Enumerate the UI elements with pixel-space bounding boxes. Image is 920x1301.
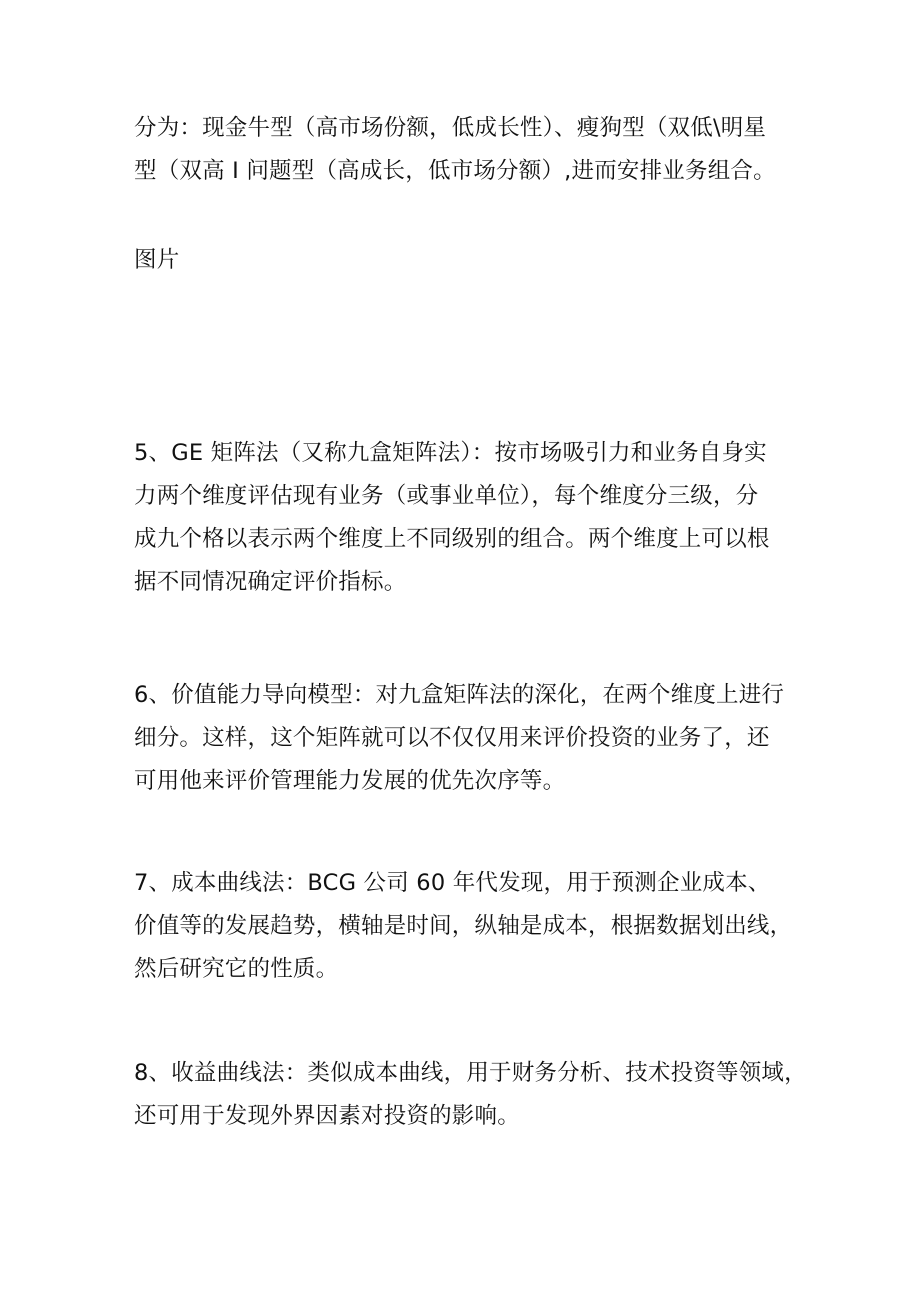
image-placeholder-label bbox=[134, 239, 804, 282]
text-line: 7、成本曲线法：BCG 公司 60 年代发现，用于预测企业成本、 bbox=[134, 870, 771, 896]
paragraph-value-capability-model bbox=[134, 674, 804, 803]
text-line: 分为：现金牛型（高市场份额，低成长性）、瘦狗型（双低\明星 bbox=[134, 115, 767, 141]
text-line: 力两个维度评估现有业务（或事业单位），每个维度分三级，分 bbox=[134, 483, 759, 509]
text-line: 还可用于发现外界因素对投资的影响。 bbox=[134, 1103, 520, 1129]
text-line: 然后研究它的性质。 bbox=[134, 956, 339, 982]
text-line: 成九个格以表示两个维度上不同级别的组合。两个维度上可以根 bbox=[134, 526, 770, 552]
text-line: 价值等的发展趋势，横轴是时间，纵轴是成本，根据数据划出线， bbox=[134, 913, 793, 939]
text-line: 细分。这样，这个矩阵就可以不仅仅用来评价投资的业务了，还 bbox=[134, 725, 770, 751]
paragraph-cost-curve bbox=[134, 862, 804, 991]
text-line: 5、GE 矩阵法（又称九盒矩阵法）：按市场吸引力和业务自身实 bbox=[134, 440, 767, 466]
paragraph-bcg-matrix-continued bbox=[134, 107, 804, 193]
text-line: 6、价值能力导向模型：对九盒矩阵法的深化，在两个维度上进行 bbox=[134, 682, 785, 708]
text-line: 型（双高 I 问题型（高成长，低市场分额）,进而安排业务组合。 bbox=[134, 158, 776, 184]
text-line: 据不同情况确定评价指标。 bbox=[134, 569, 407, 595]
paragraph-ge-matrix bbox=[134, 432, 804, 604]
paragraph-revenue-curve bbox=[134, 1052, 807, 1138]
text-line: 图片 bbox=[134, 247, 180, 273]
text-line: 可用他来评价管理能力发展的优先次序等。 bbox=[134, 768, 566, 794]
text-line: 8、收益曲线法：类似成本曲线，用于财务分析、技术投资等领域， bbox=[134, 1060, 807, 1086]
